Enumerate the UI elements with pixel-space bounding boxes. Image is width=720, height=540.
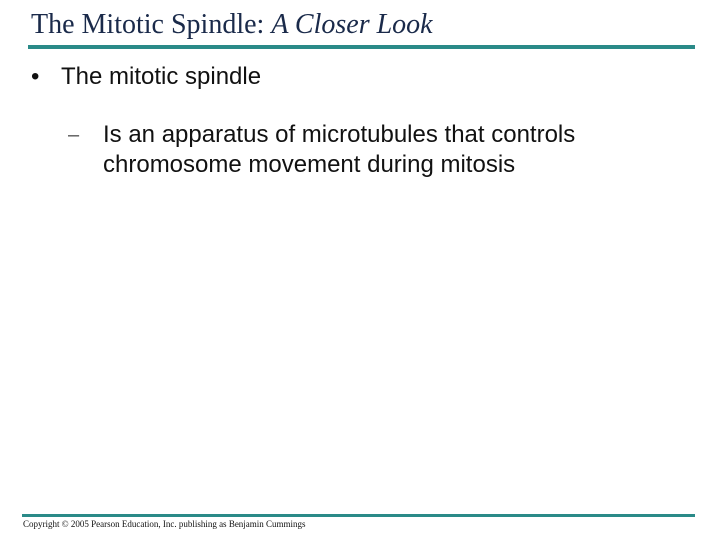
slide-title (31, 8, 433, 42)
sub-bullet-text: Is an apparatus of microtubules that controls chromosome movement during mitosis (103, 121, 576, 178)
slide-title-main: The Mitotic Spindle: (31, 9, 265, 40)
slide-title-italic: A Closer Look (271, 9, 433, 40)
sub-bullet-item (68, 120, 668, 180)
footer-rule (22, 514, 695, 517)
bullet-item (31, 62, 261, 92)
dash-bullet-icon: – (68, 124, 80, 146)
copyright-notice: Copyright © 2005 Pearson Education, Inc. publishing as Benjamin Cummings (23, 519, 306, 529)
bullet-dot-icon: • (31, 63, 40, 90)
title-underline (28, 45, 695, 49)
bullet-text: The mitotic spindle (61, 63, 262, 90)
